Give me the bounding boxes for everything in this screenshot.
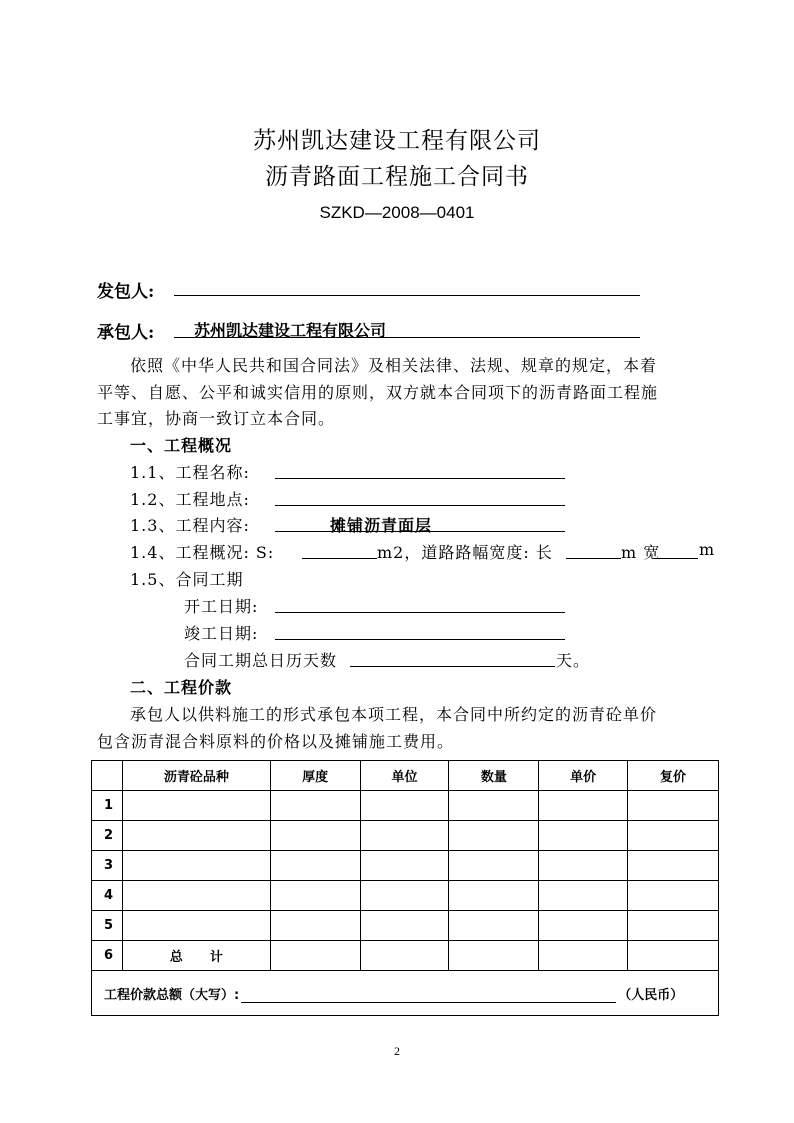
section-1-heading: 一、工程概况 (130, 436, 233, 455)
sum-cell (92, 971, 719, 1016)
table-cell[interactable] (539, 881, 628, 911)
table-cell[interactable] (360, 821, 449, 851)
total-amount-field[interactable] (241, 988, 616, 1003)
total-amount-label: 工程价款总额（大写）: (104, 987, 240, 1003)
row-number: 5 (92, 911, 123, 941)
intro-line-1: 依照《中华人民共和国合同法》及相关法律、法规、规章的规定，本着 (130, 356, 658, 375)
header-cell: 沥青砼品种 (122, 761, 270, 791)
area-field[interactable] (302, 558, 377, 559)
table-cell[interactable] (539, 851, 628, 881)
table-cell[interactable] (628, 821, 719, 851)
table-row (92, 821, 719, 851)
project-location-label: 1.2、工程地点: (130, 490, 250, 509)
table-cell[interactable] (449, 941, 539, 971)
table-cell[interactable] (628, 791, 719, 821)
contractor-label: 承包人: (97, 323, 155, 343)
table-cell[interactable] (270, 821, 360, 851)
project-content-field[interactable] (275, 531, 565, 532)
contract-code: SZKD—2008—0401 (319, 203, 475, 222)
header-cell: 数量 (449, 761, 539, 791)
intro-line-3: 工事宜，协商一致订立本合同。 (97, 409, 336, 428)
price-para-line-1: 承包人以供料施工的形式承包本项工程，本合同中所约定的沥青砼单价 (130, 705, 658, 724)
table-row (92, 911, 719, 941)
width-field[interactable] (654, 558, 698, 559)
project-overview-label: 1.4、工程概况: S: (130, 543, 275, 562)
project-name-field[interactable] (275, 478, 565, 479)
row-number: 4 (92, 881, 123, 911)
table-cell[interactable] (270, 851, 360, 881)
total-amount-unit: （人民币） (618, 987, 684, 1003)
end-date-field[interactable] (275, 639, 565, 640)
table-row (92, 881, 719, 911)
total-days-label: 合同工期总日历天数 (184, 651, 338, 670)
table-cell[interactable] (628, 851, 719, 881)
table-cell[interactable] (539, 941, 628, 971)
table-cell[interactable] (122, 851, 270, 881)
header-cell: 厚度 (270, 761, 360, 791)
length-field[interactable] (566, 558, 621, 559)
table-cell[interactable] (449, 851, 539, 881)
total-label-cell: 总 计 (122, 941, 270, 971)
contractor-field[interactable] (174, 337, 640, 338)
total-days-field[interactable] (350, 666, 555, 667)
price-table (91, 760, 719, 1016)
table-cell[interactable] (449, 911, 539, 941)
row-number: 2 (92, 821, 123, 851)
employer-label: 发包人: (97, 282, 155, 302)
table-cell[interactable] (122, 821, 270, 851)
row-number: 3 (92, 851, 123, 881)
table-cell[interactable] (360, 851, 449, 881)
table-cell[interactable] (539, 821, 628, 851)
header-cell: 单价 (539, 761, 628, 791)
intro-line-2: 平等、自愿、公平和诚实信用的原则，双方就本合同项下的沥青路面工程施 (97, 383, 659, 402)
document-title: 沥青路面工程施工合同书 (265, 164, 529, 190)
table-cell[interactable] (539, 911, 628, 941)
overview-m2-text: m2，道路路幅宽度: 长 (377, 543, 553, 562)
project-content-label: 1.3、工程内容: (130, 516, 250, 535)
table-cell[interactable] (270, 911, 360, 941)
table-cell[interactable] (628, 881, 719, 911)
table-cell[interactable] (122, 881, 270, 911)
header-cell (92, 761, 123, 791)
table-sum-row (92, 971, 719, 1016)
contract-period-label: 1.5、合同工期 (130, 570, 244, 589)
start-date-label: 开工日期: (184, 597, 259, 616)
contractor-value: 苏州凯达建设工程有限公司 (194, 321, 387, 340)
header-cell: 复价 (628, 761, 719, 791)
table-cell[interactable] (628, 911, 719, 941)
table-cell[interactable] (270, 881, 360, 911)
price-para-line-2: 包含沥青混合料原料的价格以及摊铺施工费用。 (97, 732, 455, 751)
table-cell[interactable] (449, 881, 539, 911)
end-date-label: 竣工日期: (184, 624, 259, 643)
row-number: 1 (92, 791, 123, 821)
total-days-unit: 天。 (556, 651, 591, 670)
section-2-heading: 二、工程价款 (130, 678, 233, 697)
table-cell[interactable] (360, 881, 449, 911)
table-cell[interactable] (270, 791, 360, 821)
company-name: 苏州凯达建设工程有限公司 (253, 128, 541, 154)
project-content-value: 摊铺沥青面层 (330, 516, 433, 535)
table-cell[interactable] (122, 911, 270, 941)
table-cell[interactable] (449, 791, 539, 821)
overview-m-text: m (699, 540, 716, 559)
table-row (92, 791, 719, 821)
table-row (92, 851, 719, 881)
page-number: 2 (394, 1044, 400, 1058)
table-cell[interactable] (122, 791, 270, 821)
employer-field[interactable] (174, 295, 640, 296)
row-number: 6 (92, 941, 123, 971)
table-cell[interactable] (360, 941, 449, 971)
table-cell[interactable] (449, 821, 539, 851)
overview-wide-text: m 宽 (621, 543, 661, 562)
start-date-field[interactable] (275, 612, 565, 613)
table-header-row (92, 761, 719, 791)
table-cell[interactable] (360, 791, 449, 821)
project-name-label: 1.1、工程名称: (130, 463, 250, 482)
table-cell[interactable] (360, 911, 449, 941)
table-row-total (92, 941, 719, 971)
header-cell: 单位 (360, 761, 449, 791)
project-location-field[interactable] (275, 505, 565, 506)
table-cell[interactable] (270, 941, 360, 971)
table-cell[interactable] (539, 791, 628, 821)
table-cell[interactable] (628, 941, 719, 971)
